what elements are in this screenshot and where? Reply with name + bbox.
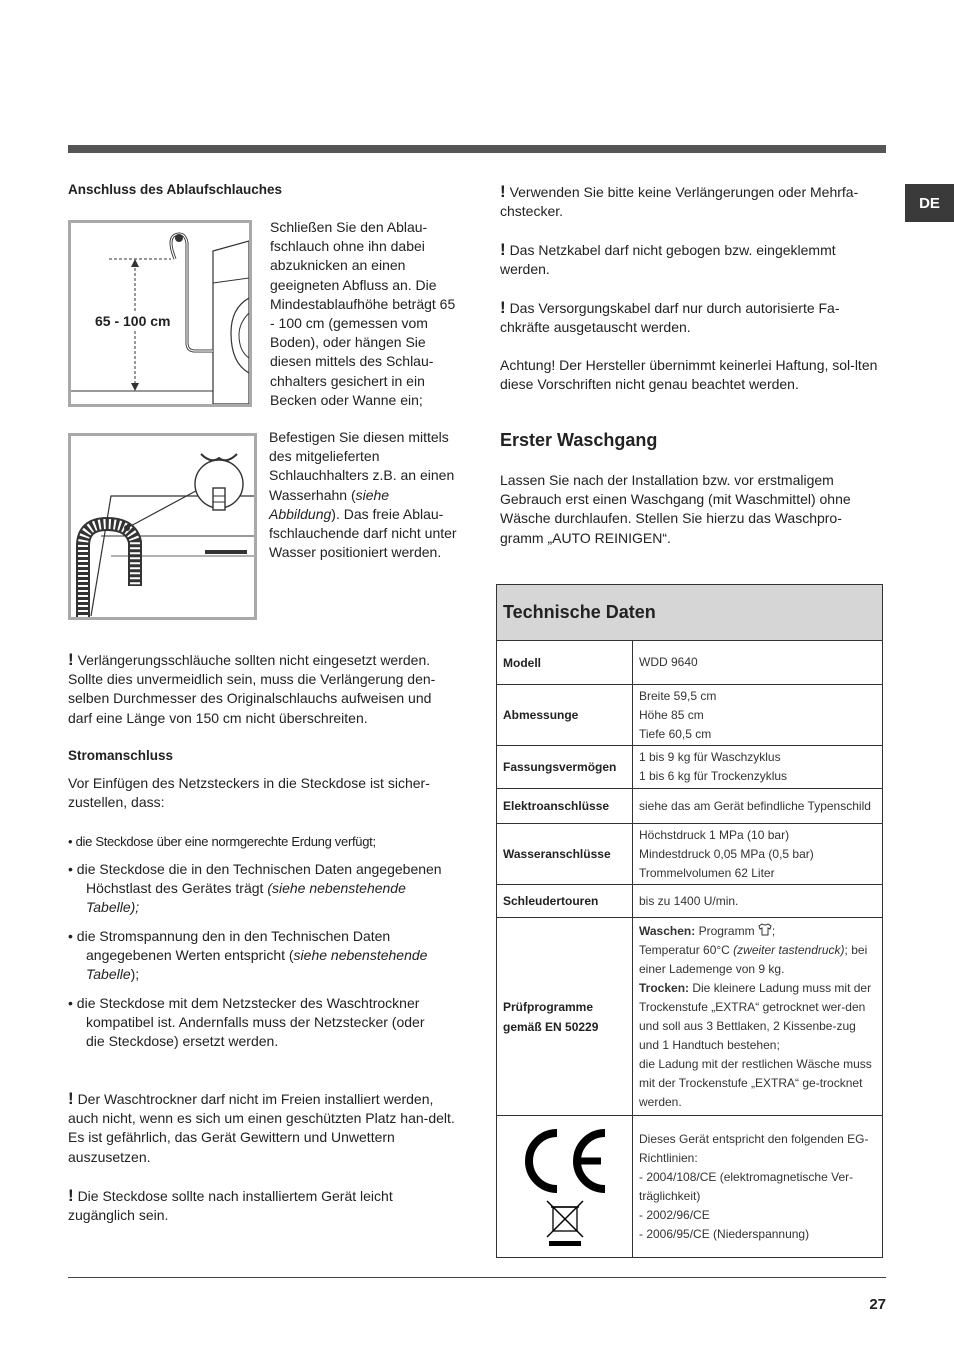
row-value: WDD 9640 — [633, 641, 883, 685]
top-rule — [68, 145, 886, 153]
row-value: Höchstdruck 1 MPa (10 bar) Mindestdruck 0,05 MPa (0,5 bar) Trommelvolumen 62 Liter — [633, 824, 883, 885]
hose-holder-illustration — [71, 436, 254, 617]
row-label: Abmessunge — [497, 685, 633, 746]
ce-logo — [517, 1123, 613, 1247]
outdoor-warning: ! Der Waschtrockner darf nicht im Freien installiert werden, auch nicht, wenn es sich um einen geschützten Platz han-delt. Es ist gefährlich, das Gerät Gewittern und Unwettern auszusetzen. — [68, 1089, 455, 1165]
ce-text: Dieses Gerät entspricht den folgenden EG-Richtlinien: - 2004/108/CE (elektromagnetische Ver-träglichkeit) - 2002/96/CE - 2006/95/CE (Niederspannung) — [633, 1116, 883, 1258]
row-value: siehe das am Gerät befindliche Typenschild — [633, 789, 883, 824]
first-wash-text: Lassen Sie nach der Installation bzw. vor erstmaligem Gebrauch erst einen Waschgang (mit Waschmittel) ohne Wäsche durchlaufen. Stellen Sie hierzu das Waschpro-gramm „AUTO REINIGEN“. — [500, 472, 851, 546]
drain-heading: Anschluss des Ablaufschlauches — [68, 182, 283, 197]
row-value: Waschen: Programm ; Temperatur 60°C (zweiter tastendruck); bei einer Lademenge von 9 kg. Trocken: Die kleinere Ladung muss mit der Trockenstufe „EXTRA“ getrocknet wer-den und soll aus 3 Bettlaken, 2 Kissenbe-zug und 1 Handtuch bestehen; die Ladung mit der restlichen Wäsche muss mit der Trockenstufe „EXTRA“ ge-trocknet werden. — [633, 918, 883, 1116]
language-tab: DE — [905, 184, 954, 222]
power-bullet-2: • die Steckdose die in den Technischen Daten angegebenen Höchstlast des Gerätes trägt (siehe nebenstehende Tabelle); — [68, 861, 442, 916]
table-row — [497, 1116, 883, 1258]
row-label: Prüfprogramme gemäß EN 50229 — [497, 918, 633, 1116]
table-row — [497, 685, 883, 746]
row-label: Wasseranschlüsse — [497, 824, 633, 885]
shirt-icon — [758, 923, 772, 936]
row-label: Elektroanschlüsse — [497, 789, 633, 824]
hose-extension-warning: ! Verlängerungsschläuche sollten nicht eingesetzt werden. Sollte dies unvermeidlich sein, muss die Verlängerung den-selben Durchmesser des Originalschlauchs aufweisen und darf eine Länge von 150 cm nicht überschreiten. — [68, 650, 436, 726]
row-value: bis zu 1400 U/min. — [633, 885, 883, 918]
row-value: Breite 59,5 cm Höhe 85 cm Tiefe 60,5 cm — [633, 685, 883, 746]
table-row — [497, 789, 883, 824]
height-label: 65 - 100 cm — [95, 313, 171, 329]
power-bullet-4: • die Steckdose mit dem Netzstecker des Waschtrockner kompatibel ist. Andernfalls muss der Netzstecker (oder die Steckdose) ersetzt werden. — [68, 995, 425, 1050]
hose-holder-figure — [68, 433, 257, 620]
drain-text-2: Befestigen Sie diesen mittels des mitgelieferten Schlauchhalters z.B. an einen Wasserhahn (siehe Abbildung). Das freie Ablau-fschlauchende darf nicht unter Wasser positioniert werden. — [269, 429, 457, 561]
drain-text-1: Schließen Sie den Ablau-fschlauch ohne ihn dabei abzuknicken an einen geeigneten Abfluss an. Die Mindestablaufhöhe beträgt 65 - 100 cm (gemessen vom Boden), oder hängen Sie diesen mittels des Schlau-chhalters gesichert in ein Becken oder Wanne ein; — [270, 219, 456, 408]
power-bullet-3: • die Stromspannung den in den Technischen Daten angegebenen Werten entspricht (siehe nebenstehende Tabelle); — [68, 928, 428, 983]
first-wash-heading: Erster Waschgang — [500, 430, 658, 450]
row-label: Fassungsvermögen — [497, 746, 633, 789]
socket-access-warning: ! Die Steckdose sollte nach installiertem Gerät leicht zugänglich sein. — [68, 1186, 393, 1224]
cable-bend-warning: ! Das Netzkabel darf nicht gebogen bzw. eingeklemmt werden. — [500, 240, 836, 278]
liability-notice: Achtung! Der Hersteller übernimmt keinerlei Haftung, sol-lten diese Vorschriften nicht genau beachtet werden. — [500, 357, 878, 393]
weee-bin-icon — [547, 1201, 583, 1246]
tech-header-row — [497, 585, 883, 641]
power-intro: Vor Einfügen des Netzsteckers in die Steckdose ist sicher-zustellen, dass: — [68, 775, 430, 811]
row-label: Schleudertouren — [497, 885, 633, 918]
cable-replace-warning: ! Das Versorgungskabel darf nur durch autorisierte Fa-chkräfte ausgetauscht werden. — [500, 298, 840, 336]
drain-height-figure — [68, 220, 252, 407]
table-row — [497, 746, 883, 789]
table-row — [497, 824, 883, 885]
power-bullet-1: • die Steckdose über eine normgerechte Erdung verfügt; — [68, 834, 376, 849]
row-label: Modell — [497, 641, 633, 685]
power-heading: Stromanschluss — [68, 748, 174, 763]
row-value: 1 bis 9 kg für Waschzyklus 1 bis 6 kg für Trockenzyklus — [633, 746, 883, 789]
tech-data-table — [496, 584, 883, 1258]
table-row — [497, 918, 883, 1116]
table-row — [497, 885, 883, 918]
extension-warning: ! Verwenden Sie bitte keine Verlängerungen oder Mehrfa-chstecker. — [500, 182, 859, 220]
page-number: 27 — [869, 1296, 886, 1313]
table-row — [497, 641, 883, 685]
tech-heading: Technische Daten — [497, 585, 883, 641]
ce-cell — [497, 1116, 633, 1258]
bottom-rule — [68, 1277, 886, 1278]
